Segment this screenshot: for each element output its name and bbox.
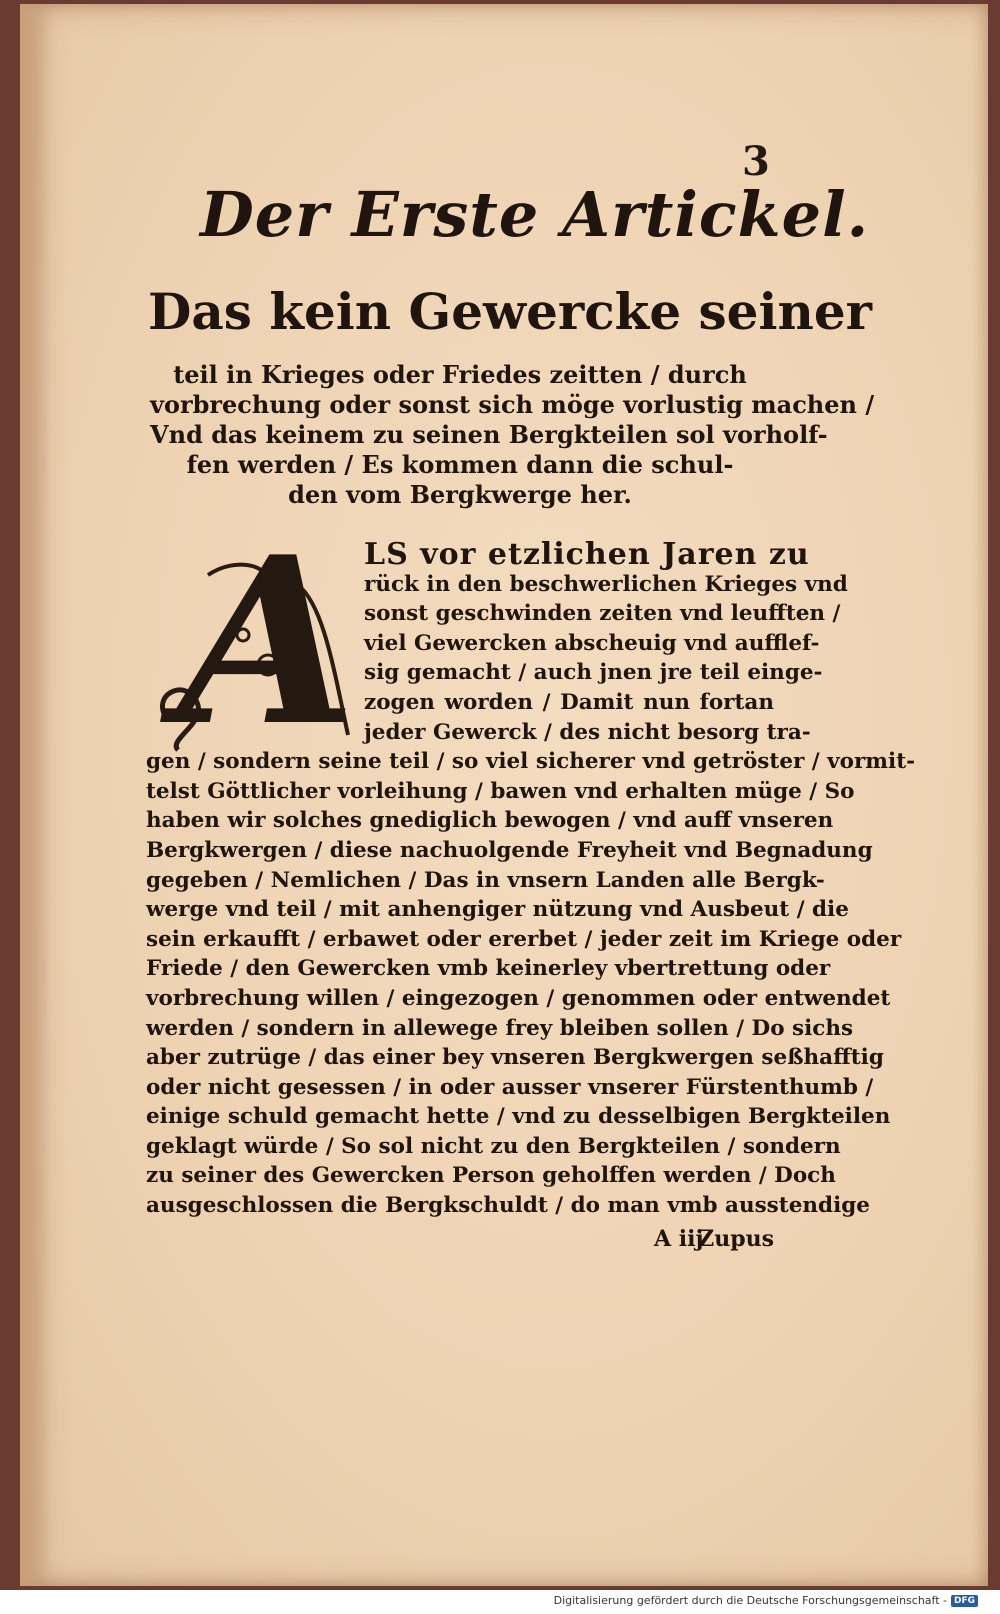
body-line: Friede / den Gewercken vmb keinerley vbertrettung oder xyxy=(146,956,831,982)
catchword: Zupus xyxy=(698,1226,774,1252)
body-line: werge vnd teil / mit anhengiger nützung vnd Ausbeut / die xyxy=(146,897,849,923)
body-line: sein erkaufft / erbawet oder ererbet / jeder zeit im Kriege oder xyxy=(146,926,902,952)
body-line: viel Gewercken abscheuig vnd aufflef- xyxy=(364,630,820,656)
body-line: Bergkwergen / diese nachuolgende Freyheit vnd Begnadung xyxy=(146,837,873,863)
body-text xyxy=(146,537,916,1221)
page-number: 3 xyxy=(742,138,770,185)
subheading-line: vorbrechung oder sonst sich möge vorlustig machen / xyxy=(150,390,875,419)
body-line: sig gemacht / auch jnen jre teil einge- xyxy=(364,660,823,686)
body-line: werden / sondern in allewege frey bleiben sollen / Do sichs xyxy=(146,1015,854,1041)
subheading-line: Vnd das keinem zu seinen Bergkteilen sol vorholf- xyxy=(150,420,828,449)
body-line: zu seiner des Gewercken Person geholffen werden / Doch xyxy=(146,1163,836,1189)
body-line: gen / sondern seine teil / so viel sicherer vnd getröster / vormit- xyxy=(146,749,916,775)
body-line: sonst geschwinden zeiten vnd leufften / xyxy=(364,601,841,627)
body-line: telst Göttlicher vorleihung / bawen vnd erhalten müge / So xyxy=(146,778,855,804)
body-line: zogen worden / Damit nun fortan xyxy=(364,689,774,715)
subheading-line: teil in Krieges oder Friedes zeitten / durch xyxy=(173,360,747,389)
body-line: rück in den beschwerlichen Krieges vnd xyxy=(364,571,848,597)
body-line: einige schuld gemacht hette / vnd zu desselbigen Bergkteilen xyxy=(146,1104,891,1130)
body-line: jeder Gewerck / des nicht besorg tra- xyxy=(364,719,811,745)
article-title: Der Erste Artickel. xyxy=(200,178,870,251)
credit-text: Digitalisierung gefördert durch die Deutsche Forschungsgemeinschaft - xyxy=(553,1594,947,1607)
initial-letter: A xyxy=(178,507,357,777)
body-line: aber zutrüge / das einer bey vnseren Bergkwergen seßhafftig xyxy=(146,1045,884,1071)
body-line: vorbrechung willen / eingezogen / genommen oder entwendet xyxy=(146,985,891,1011)
page-gutter-shadow xyxy=(20,4,50,1586)
subheading-line: fen werden / Es kommen dann die schul- xyxy=(186,450,734,479)
body-line: haben wir solches gnediglich bewogen / vnd auff vnseren xyxy=(146,808,834,834)
article-subheading xyxy=(150,360,875,510)
body-line: oder nicht gesessen / in oder ausser vnserer Fürstenthumb / xyxy=(146,1074,874,1100)
body-line: LS vor etzlichen Jaren zu xyxy=(364,537,810,572)
body-line: geklagt würde / So sol nicht zu den Bergkteilen / sondern xyxy=(146,1133,841,1159)
subheading-line: den vom Bergkwerge her. xyxy=(288,480,632,509)
digitization-credit xyxy=(554,1594,978,1607)
article-heading: Das kein Gewercke seiner xyxy=(148,282,872,341)
body-line: ausgeschlossen die Bergkschuldt / do man vmb ausstendige xyxy=(146,1193,870,1219)
signature-mark: A iij xyxy=(654,1226,704,1252)
body-line: gegeben / Nemlichen / Das in vnsern Landen alle Bergk- xyxy=(146,867,825,893)
dfg-logo-icon: DFG xyxy=(951,1595,978,1607)
